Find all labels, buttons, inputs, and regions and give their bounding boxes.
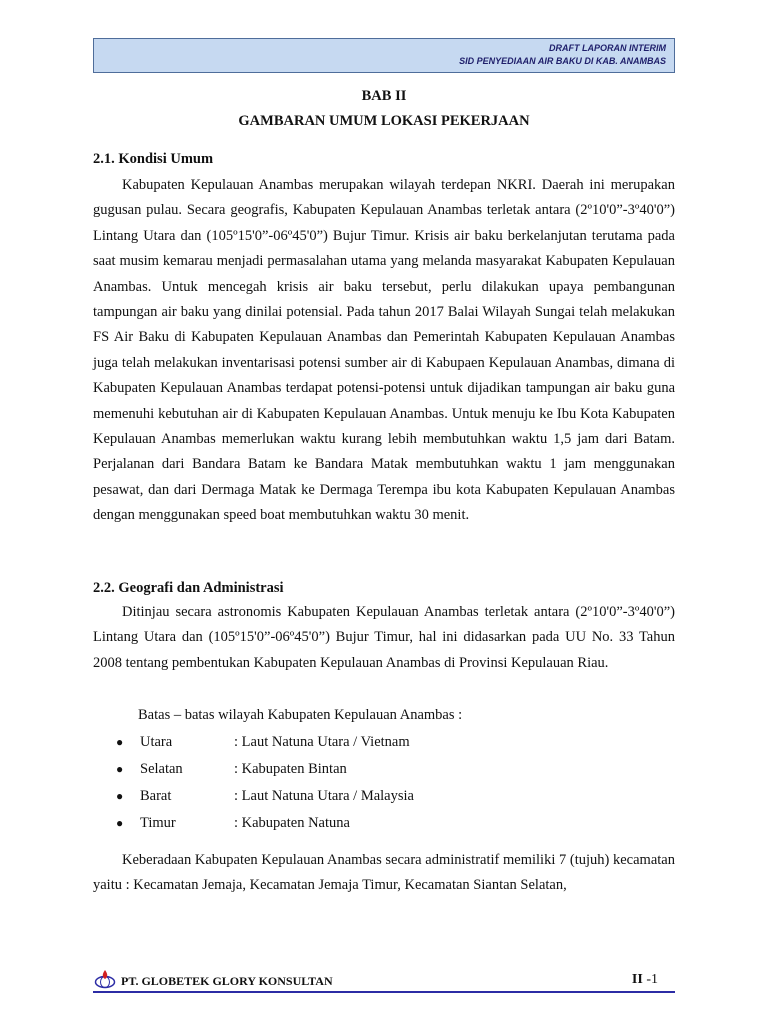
boundary-label: Utara <box>140 734 173 750</box>
bullet-icon: ● <box>116 735 124 749</box>
section-2-1-paragraph: Kabupaten Kepulauan Anambas merupakan wilayah terdepan NKRI. Daerah ini merupakan gugusan pulau. Secara geografis, Kabupaten Kepulauan Anambas terletak antara (2º10'0”-3º40'0”) Lintang Utara dan (105º15'0”-06º45'0”) Bujur Timur. Krisis air baku berkelanjutan terutama pada saat musim kemarau menjadi permasalahan utama yang melanda masyarakat Kabupaten Kepulauan Anambas. Untuk mencegah krisis air baku tersebut, perlu dilakukan upaya pembangunan tampungan air baku yang dinilai potensial. Pada tahun 2017 Balai Wilayah Sungai telah melakukan FS Air Baku di Kabupaten Kepulauan Anambas dan Pemerintah Kabupaten Kepulauan Anambas juga telah melakukan inventarisasi potensi sumber air di Kabupaen Kepulauan Anambas, dimana di Kabupaten Kepulauan Anambas terdapat potensi-potensi untuk dijadikan tampungan air baku guna memenuhi kebutuhan air di Kabupaten Kepulauan Anambas. Untuk menuju ke Ibu Kota Kabupaten Kepulauan Anambas memerlukan waktu kurang lebih membutuhkan waktu 1,5 jam dari Batam. Perjalanan dari Bandara Batam ke Bandara Matak membutuhkan waktu 1 jam menggunakan pesawat, dan dari Dermaga Matak ke Dermaga Terempa ibu kota Kabupaten Kepulauan Anambas dengan menggunakan speed boat membutuhkan waktu 30 menit. <box>93 177 675 524</box>
section-2-2-paragraph-2: Keberadaan Kabupaten Kepulauan Anambas secara administratif memiliki 7 (tujuh) kecamatan yaitu : Kecamatan Jemaja, Kecamatan Jemaja Timur, Kecamatan Siantan Selatan, <box>93 852 675 894</box>
footer-divider <box>93 991 675 993</box>
bullet-icon: ● <box>116 816 124 830</box>
header-line-2: SID PENYEDIAAN AIR BAKU DI KAB. ANAMBAS <box>459 56 666 66</box>
chapter-title: GAMBARAN UMUM LOKASI PEKERJAAN <box>238 113 530 129</box>
boundary-value: : Kabupaten Bintan <box>234 761 347 777</box>
boundary-value: : Laut Natuna Utara / Vietnam <box>234 734 410 750</box>
chapter-number: BAB II <box>361 88 407 104</box>
bullet-icon: ● <box>116 762 124 776</box>
boundaries-intro: Batas – batas wilayah Kabupaten Kepulauan Anambas : <box>138 707 463 723</box>
boundary-label: Timur <box>140 815 176 831</box>
section-2-2-paragraph-1: Ditinjau secara astronomis Kabupaten Kepulauan Anambas terletak antara (2º10'0”-3º40'0”) Lintang Utara dan (105º15'0”-06º45'0”) Bujur Timur, hal ini didasarkan pada UU No. 33 Tahun 2008 tentang pembentukan Kabupaten Kepulauan Anambas di Provinsi Kepulauan Riau. <box>93 604 675 671</box>
boundaries-list <box>116 729 656 837</box>
bullet-icon: ● <box>116 789 124 803</box>
list-item <box>116 729 656 756</box>
page-number-roman: II <box>631 972 643 987</box>
section-heading-2-2: 2.2. Geografi dan Administrasi <box>93 580 284 596</box>
header-line-1: DRAFT LAPORAN INTERIM <box>549 43 666 53</box>
company-logo-icon <box>94 969 116 989</box>
list-item <box>116 756 656 783</box>
list-item <box>116 810 656 837</box>
footer-company-name: PT. GLOBETEK GLORY KONSULTAN <box>121 974 333 988</box>
boundary-label: Selatan <box>140 761 183 777</box>
section-heading-2-1: 2.1. Kondisi Umum <box>93 151 214 167</box>
list-item <box>116 783 656 810</box>
page-number <box>632 972 658 988</box>
boundary-label: Barat <box>140 788 172 804</box>
page-number-suffix: -1 <box>642 972 658 987</box>
running-header <box>93 38 675 73</box>
boundary-value: : Kabupaten Natuna <box>234 815 350 831</box>
boundary-value: : Laut Natuna Utara / Malaysia <box>234 788 414 804</box>
